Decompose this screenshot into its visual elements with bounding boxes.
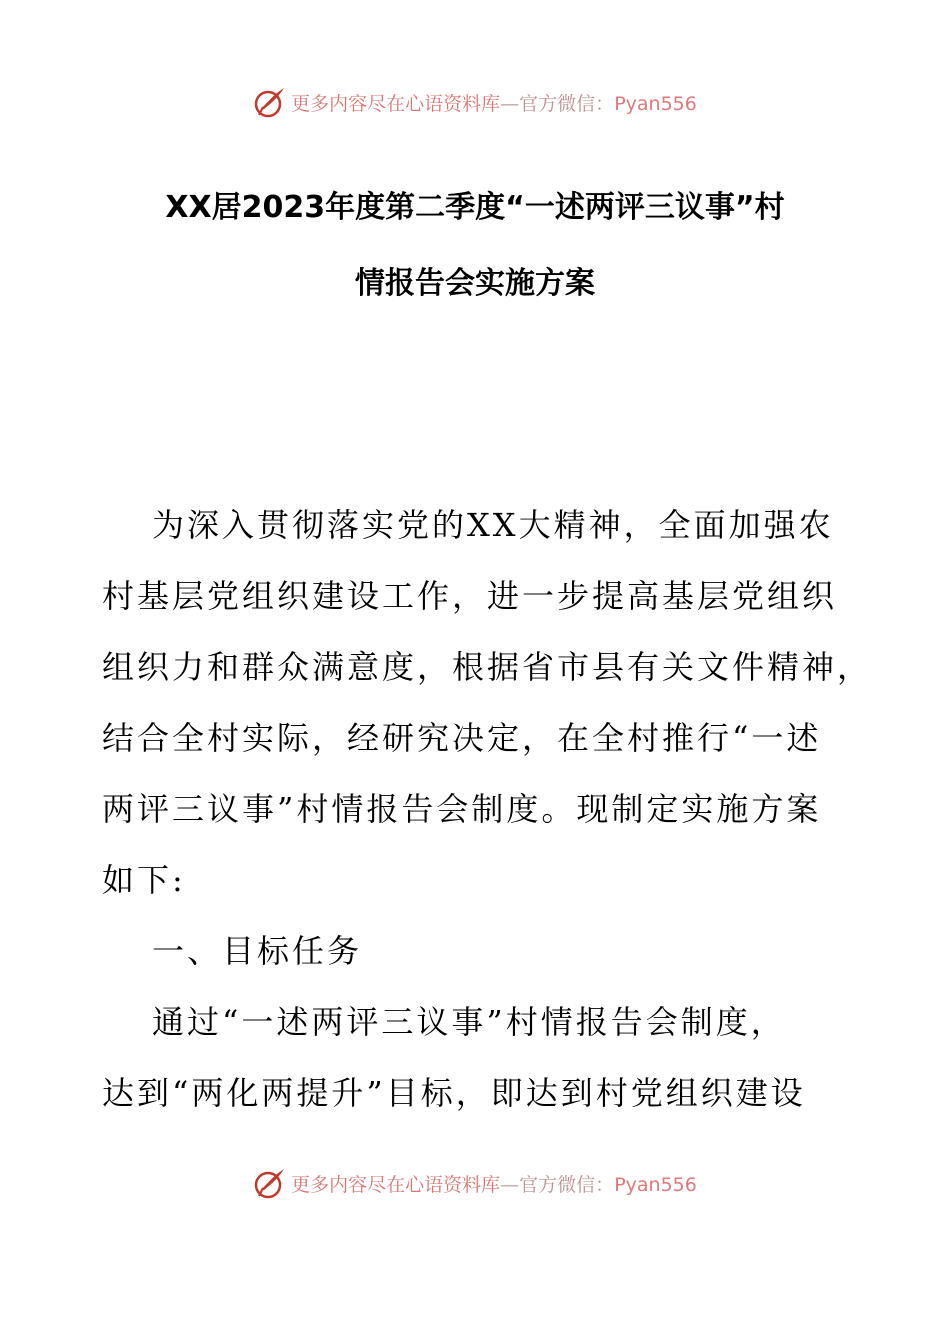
- body-line: 通过“一述两评三议事”村情报告会制度，: [152, 1003, 786, 1041]
- title-line-2: 情报告会实施方案: [355, 266, 595, 301]
- body-line: 结合全村实际，经研究决定，在全村推行“一述: [102, 719, 822, 757]
- title-line-1: XX居2023年度第二季度“一述两评三议事”村: [165, 190, 785, 225]
- body-line: 如下:: [102, 861, 186, 899]
- body-line: 达到“两化两提升”目标，即达到村党组织建设: [102, 1074, 806, 1112]
- watermark-id: Pyan556: [614, 1173, 697, 1196]
- watermark-id: Pyan556: [614, 92, 697, 115]
- header-watermark: [0, 82, 950, 122]
- watermark-aux: 官方微信：: [519, 1173, 615, 1196]
- quill-pen-circle-icon: [253, 85, 287, 119]
- watermark-aux: 官方微信：: [519, 92, 615, 115]
- watermark-text: [291, 1170, 697, 1197]
- document-title: [60, 170, 890, 322]
- section-heading-text: 一、目标任务: [152, 932, 363, 970]
- quill-pen-circle-icon: [253, 1166, 287, 1200]
- footer-watermark: [0, 1163, 950, 1203]
- watermark-text: [291, 89, 697, 116]
- watermark-separator: —: [500, 1173, 520, 1196]
- body-paragraph-goals: [102, 987, 862, 1129]
- watermark-main: 更多内容尽在心语资料库: [291, 92, 501, 115]
- watermark-main: 更多内容尽在心语资料库: [291, 1173, 501, 1196]
- body-line: 两评三议事”村情报告会制度。现制定实施方案: [102, 790, 822, 828]
- watermark-separator: —: [500, 92, 520, 115]
- section-heading: [102, 916, 862, 987]
- body-paragraph-intro: [102, 490, 873, 916]
- body-line: 组织力和群众满意度，根据省市县有关文件精神，: [102, 648, 873, 686]
- body-line: 为深入贯彻落实党的XX大精神，全面加强农: [152, 506, 834, 544]
- body-line: 村基层党组织建设工作，进一步提高基层党组织: [102, 577, 838, 615]
